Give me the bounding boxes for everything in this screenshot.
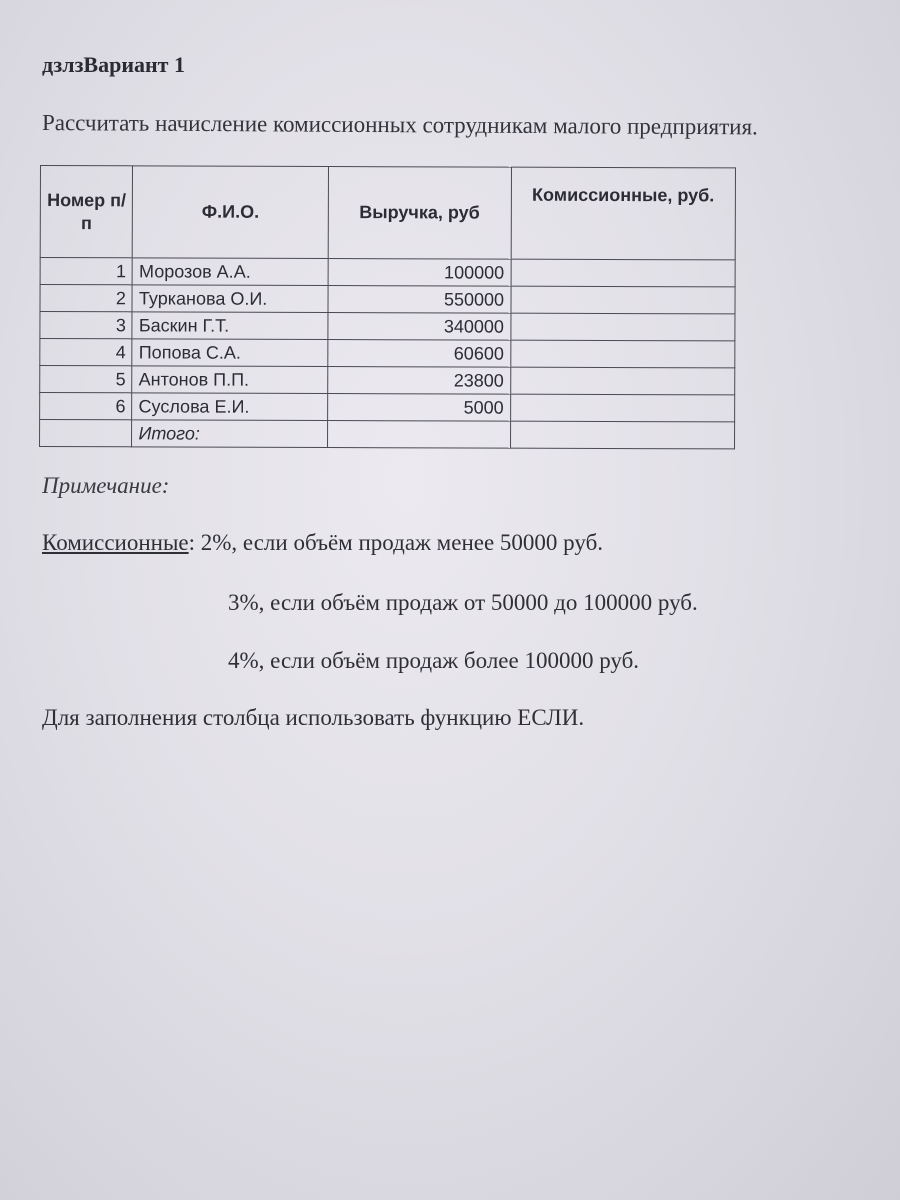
row-revenue: 100000 — [328, 259, 511, 287]
table-row — [40, 258, 735, 287]
total-label: Итого: — [132, 420, 328, 448]
row-revenue: 5000 — [327, 394, 510, 422]
row-revenue: 60600 — [328, 340, 511, 368]
header-name-label: Ф.И.О. — [201, 201, 260, 223]
instruction-text: Для заполнения столбца использовать функцию ЕСЛИ. — [42, 705, 585, 730]
header-name — [133, 166, 329, 259]
table-row — [40, 285, 735, 314]
row-name: Баскин Г.Т. — [132, 312, 328, 340]
row-commission — [510, 340, 735, 368]
header-commission — [511, 167, 736, 260]
table-row — [40, 366, 735, 395]
table-row — [40, 312, 735, 341]
commission-table — [39, 165, 736, 449]
row-revenue: 340000 — [328, 313, 511, 341]
row-revenue: 550000 — [328, 286, 511, 314]
commission-rule: 3%, если объём продаж от 50000 до 100000 руб. — [228, 590, 698, 615]
commission-rule-separator: : — [188, 530, 196, 555]
task-statement: Рассчитать начисление комиссионных сотрудникам малого предприятия. — [41, 110, 758, 140]
commission-rule: 2%, если объём продаж менее 50000 руб. — [200, 530, 604, 555]
row-revenue: 23800 — [328, 367, 511, 395]
header-commission-label: Комиссионные, руб. — [532, 184, 715, 206]
table-total-row — [40, 420, 735, 449]
row-number: 3 — [40, 312, 133, 339]
row-commission — [511, 259, 736, 287]
row-name: Попова С.А. — [132, 339, 328, 367]
row-commission — [511, 286, 736, 314]
row-name: Суслова Е.И. — [132, 393, 328, 421]
header-number — [40, 166, 133, 258]
total-revenue-cell — [327, 421, 510, 449]
table-header-row — [40, 166, 735, 260]
row-number: 1 — [40, 258, 133, 285]
row-number: 4 — [40, 339, 133, 366]
total-number-cell — [40, 420, 133, 447]
page-title: дзлзВариант 1 — [42, 52, 185, 77]
commission-rule-line — [42, 530, 603, 556]
total-commission-cell — [510, 421, 735, 449]
table-row — [40, 339, 735, 368]
commission-rule-label: Комиссионные — [42, 530, 189, 555]
header-revenue-label: Выручка, руб — [359, 202, 480, 223]
row-commission — [510, 367, 735, 395]
commission-rule: 4%, если объём продаж более 100000 руб. — [228, 648, 640, 673]
header-revenue — [328, 167, 511, 260]
header-number-label: Номер п/п — [47, 190, 127, 233]
table-row — [40, 393, 735, 422]
row-number: 5 — [40, 366, 133, 393]
row-name: Морозов А.А. — [133, 258, 329, 286]
note-heading: Примечание: — [42, 473, 170, 498]
row-name: Антонов П.П. — [132, 366, 328, 394]
row-commission — [510, 313, 735, 341]
row-number: 6 — [40, 393, 133, 420]
row-number: 2 — [40, 285, 133, 312]
row-name: Турканова О.И. — [132, 285, 328, 313]
row-commission — [510, 394, 735, 422]
